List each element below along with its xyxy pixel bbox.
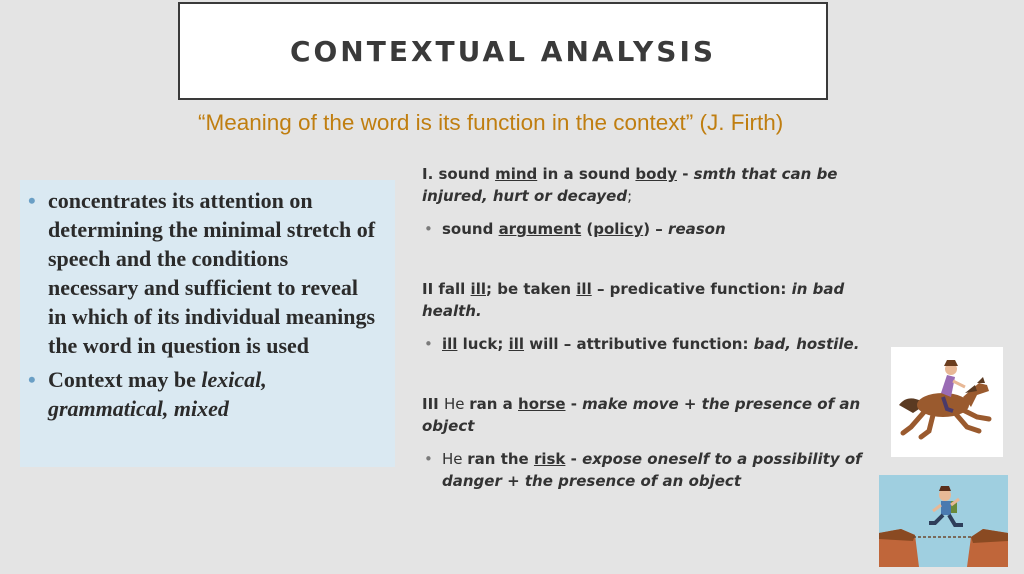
example-2b-ill1: ill <box>442 335 458 353</box>
example-1-dash: - <box>676 165 694 183</box>
cliff-jump-icon <box>879 475 1008 567</box>
example-1b-meaning: reason <box>668 220 726 238</box>
example-1-mid: in a sound <box>537 165 636 183</box>
example-3-dash: - <box>565 395 583 413</box>
example-2-meaning: in bad health. <box>422 280 845 320</box>
bullet-icon: • <box>424 450 433 468</box>
example-2b-mid: luck; <box>457 335 509 353</box>
example-1-mind: mind <box>495 165 538 183</box>
example-2-mid: ; be taken <box>485 280 577 298</box>
example-2b-post: will – attributive function: <box>524 335 754 353</box>
example-3b-meaning: expose oneself to a possibility of danger <box>442 450 862 490</box>
example-1b <box>422 218 867 240</box>
horse-rider-icon <box>891 347 1003 457</box>
left-info-box <box>20 180 395 467</box>
example-3 <box>422 393 867 437</box>
example-3-ran: ran a <box>469 395 519 413</box>
left-bullet-list <box>28 186 381 423</box>
example-1b-argument: argument <box>498 220 582 238</box>
example-2-post: – predicative function: <box>591 280 792 298</box>
example-1-meaning: smth that can be injured, hurt or decayed <box>422 165 838 205</box>
example-3b-he: He <box>442 450 468 468</box>
example-1b-pre: sound <box>442 220 499 238</box>
example-3-pre: III <box>422 395 444 413</box>
example-2b-meaning: bad, hostile. <box>753 335 860 353</box>
example-3-meaning2: the presence of an object <box>422 395 861 435</box>
left-bullet-1 <box>28 186 381 360</box>
examples-column <box>422 163 867 492</box>
example-2-ill2: ill <box>576 280 592 298</box>
firth-quote: “Meaning of the word is its function in the context” (J. Firth) <box>198 110 784 135</box>
example-3b-plus: + <box>501 472 525 490</box>
example-3b-meaning2: the presence of an object <box>524 472 741 490</box>
horse-rider-image <box>891 347 1003 457</box>
example-1b-close: ) – <box>643 220 669 238</box>
title-box <box>178 2 828 100</box>
bullet-icon: • <box>424 335 433 353</box>
example-3-meaning: make move <box>582 395 679 413</box>
example-1-num: I. sound <box>422 165 496 183</box>
example-2b-ill2: ill <box>508 335 525 353</box>
left-bullet-2-prefix: Context may be <box>48 367 202 392</box>
bullet-icon: • <box>28 367 36 392</box>
example-3b-ran: ran the <box>467 450 534 468</box>
cliff-jumper-image <box>879 475 1008 567</box>
example-3b <box>422 448 867 492</box>
example-3-horse: horse <box>518 395 566 413</box>
slide-title: CONTEXTUAL ANALYSIS <box>289 34 717 68</box>
example-1b-open: ( <box>581 220 594 238</box>
bullet-icon: • <box>424 220 433 238</box>
left-bullet-1-text: concentrates its attention on determining the minimal stretch of speech and the conditions necessary and sufficient to reveal in which of its individual meanings the word in question is used <box>48 188 376 358</box>
example-1b-policy: policy <box>593 220 644 238</box>
example-1 <box>422 163 867 207</box>
example-1-end: ; <box>627 187 633 205</box>
example-1-body: body <box>635 165 677 183</box>
example-2b <box>422 333 867 355</box>
left-bullet-2 <box>28 365 381 423</box>
bullet-icon: • <box>28 188 36 213</box>
example-2 <box>422 278 867 322</box>
example-3b-risk: risk <box>533 450 566 468</box>
example-3b-dash: - <box>565 450 583 468</box>
example-3-plus: + <box>678 395 702 413</box>
example-2-ill1: ill <box>470 280 486 298</box>
left-bullet-2-italic: lexical, grammatical, mixed <box>48 367 267 421</box>
example-2-pre: II fall <box>422 280 471 298</box>
example-3-he: He <box>443 395 470 413</box>
